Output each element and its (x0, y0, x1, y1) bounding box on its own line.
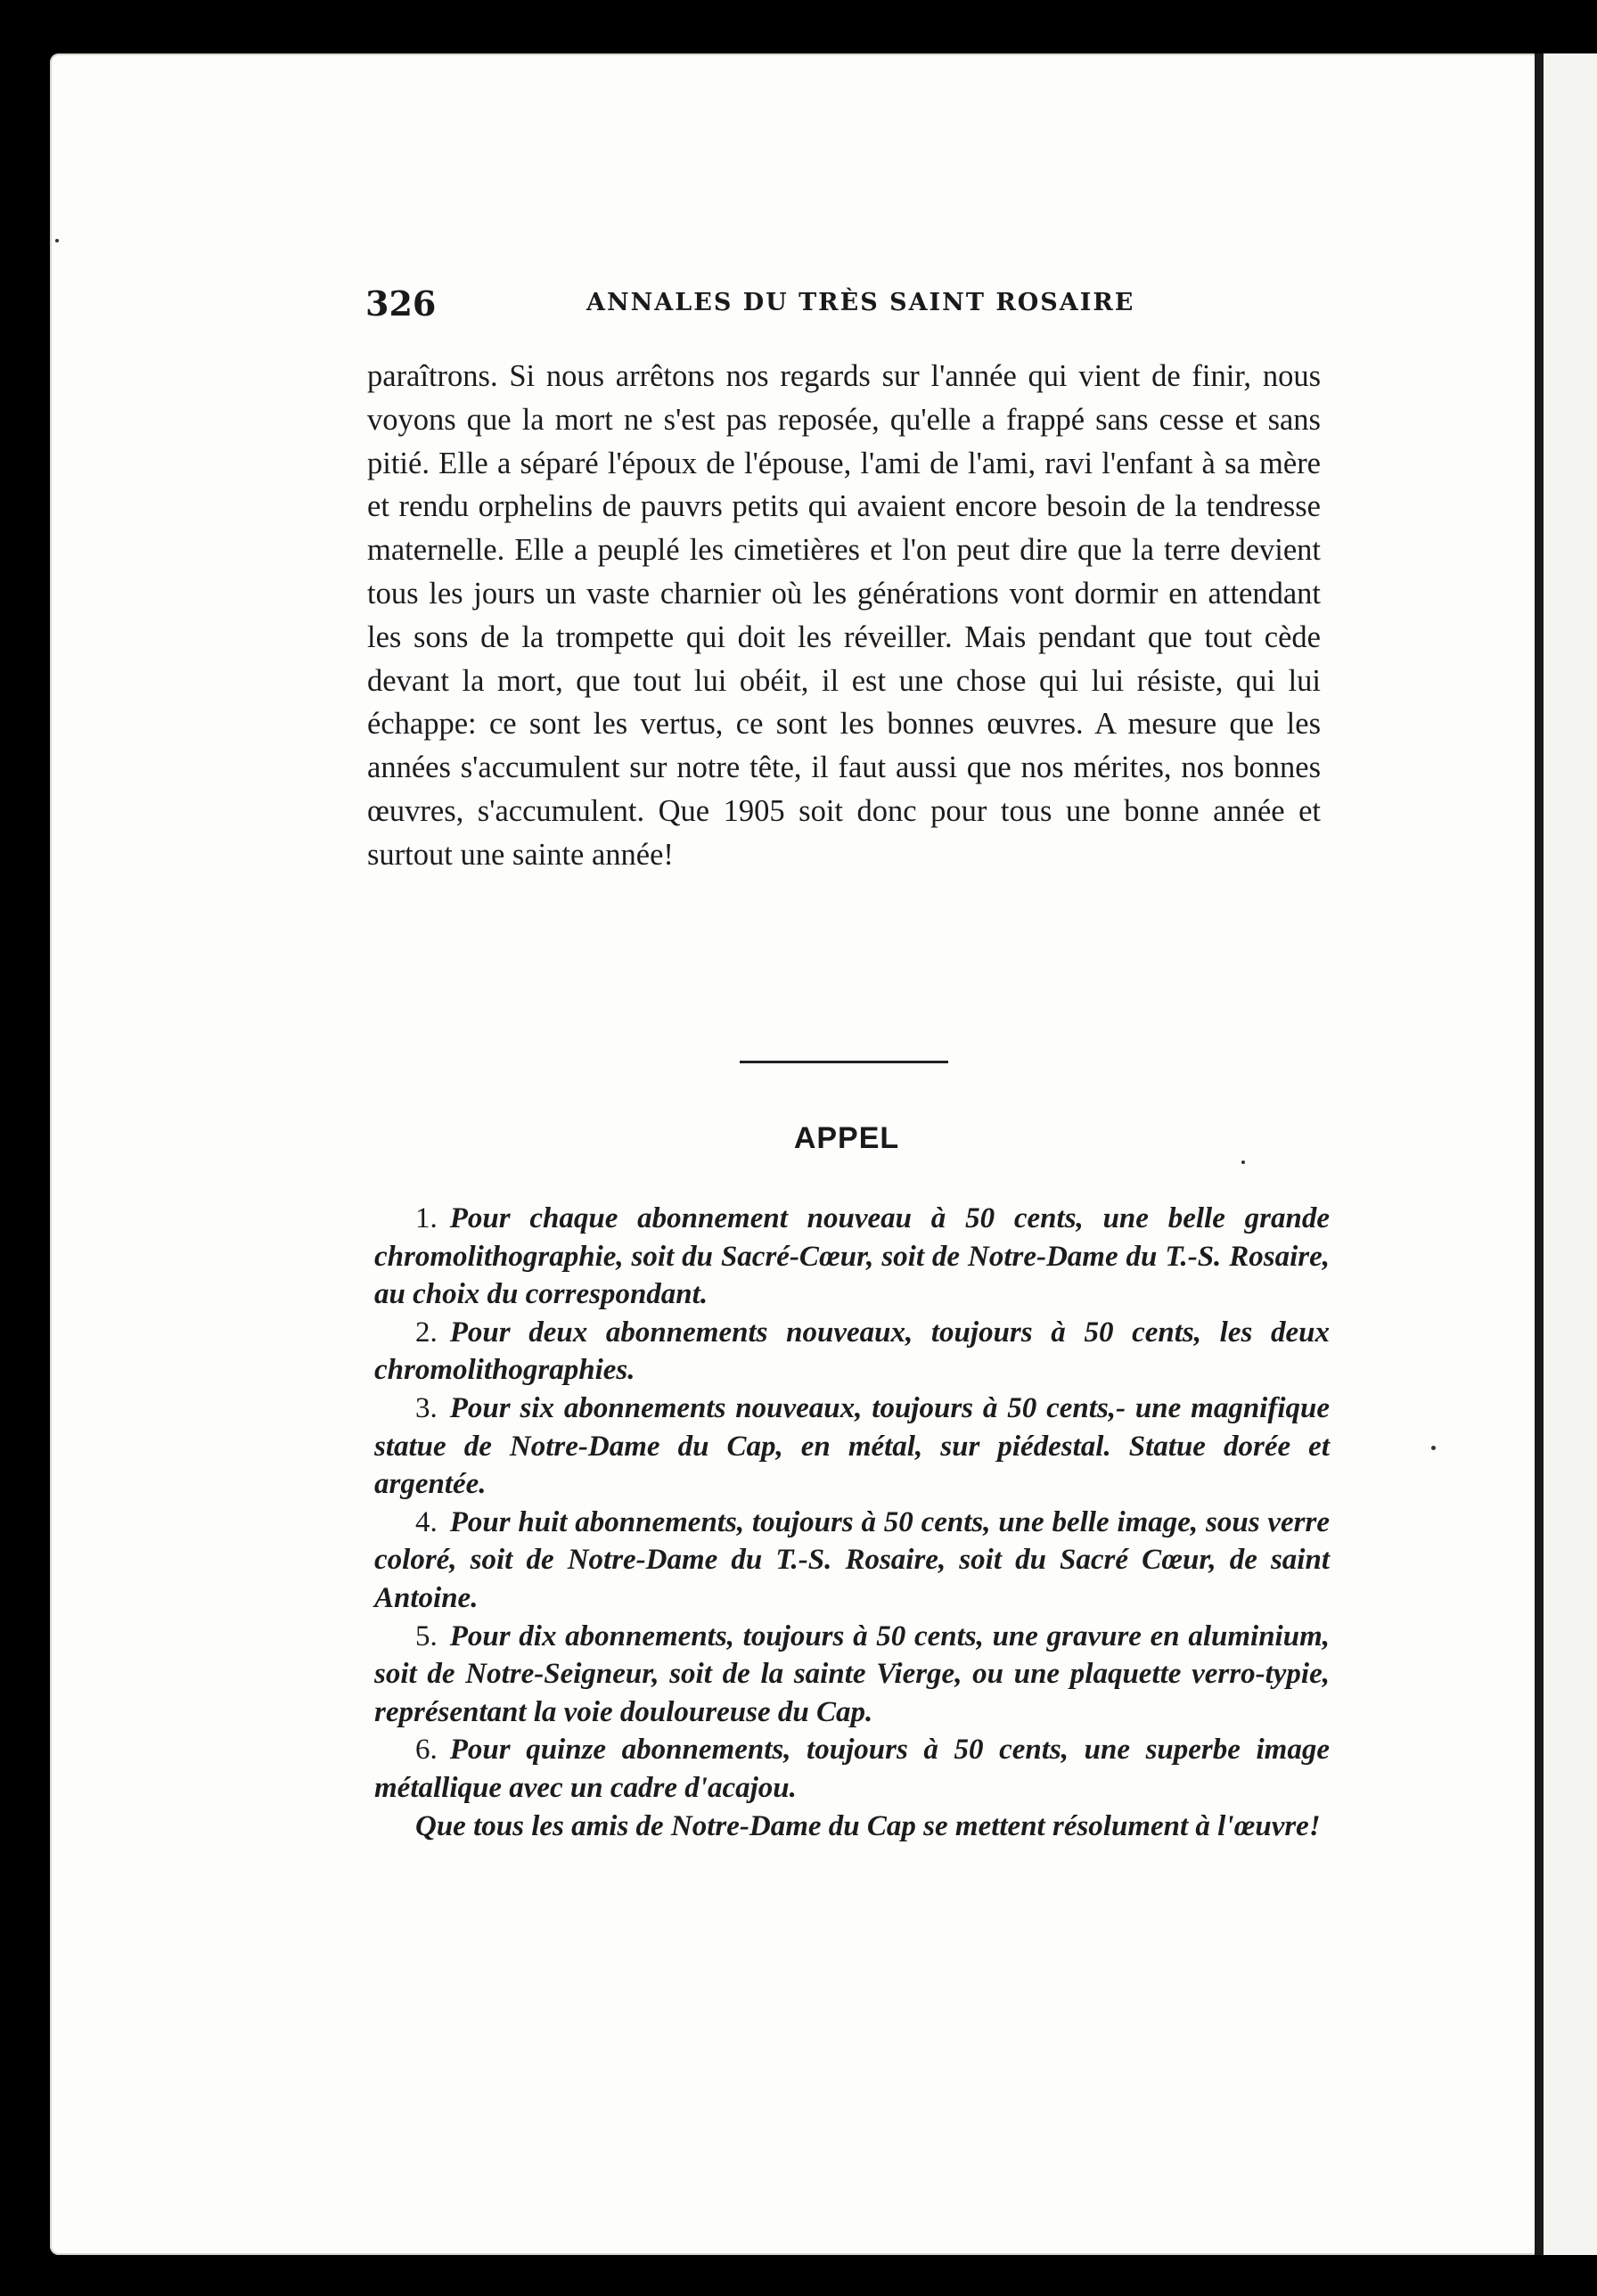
appel-item-text: Pour huit abonnements, toujours à 50 cents, une belle image, sous verre coloré, soit de Notre-Dame du T.-S. Rosaire, soit du Sacré Cœur, de saint Antoine. (374, 1505, 1330, 1614)
section-divider (740, 1061, 948, 1063)
scan-speck (1431, 1446, 1436, 1450)
appel-item-text: Pour deux abonnements nouveaux, toujours à 50 cents, les deux chromolithographies. (374, 1316, 1330, 1387)
appel-item-text: Pour dix abonnements, toujours à 50 cents, une gravure en aluminium, soit de Notre-Seigneur, soit de la sainte Vierge, ou une plaquette verro-typie, représentant la voie douloureuse du Cap. (374, 1620, 1330, 1728)
journal-title: ANNALES DU TRÈS SAINT ROSAIRE (586, 289, 1135, 316)
appel-list (374, 1200, 1330, 1845)
appel-item-5 (374, 1618, 1330, 1732)
appel-item-3 (374, 1390, 1330, 1504)
appel-item-number: 4. (415, 1505, 438, 1538)
appel-item-text: Pour chaque abonnement nouveau à 50 cents, une belle grande chromolithographie, soit du Sacré-Cœur, soit de Notre-Dame du T.-S. Rosaire, au choix du correspondant. (374, 1202, 1330, 1311)
appel-item-number: 6. (415, 1734, 438, 1767)
appel-item-4 (374, 1504, 1330, 1618)
facing-page-edge (1535, 53, 1597, 2255)
page-number: 326 (365, 283, 437, 324)
appel-item-number: 2. (415, 1316, 438, 1349)
appel-item-2 (374, 1314, 1330, 1390)
appel-closing: Que tous les amis de Notre-Dame du Cap se mettent résolument à l'œuvre! (415, 1809, 1321, 1842)
scan-speck (1241, 1160, 1245, 1164)
appel-item-text: Pour quinze abonnements, toujours à 50 cents, une superbe image métallique avec un cadre d'acajou. (374, 1734, 1330, 1804)
appel-item-text: Pour six abonnements nouveaux, toujours à 50 cents,- une magnifique statue de Notre-Dame du Cap, en métal, sur piédestal. Statue dorée et argentée. (374, 1391, 1330, 1501)
appel-item-number: 1. (415, 1202, 438, 1234)
appel-item-1 (374, 1200, 1330, 1314)
appel-item-6 (374, 1731, 1330, 1807)
scan-speck (55, 239, 59, 242)
appel-item-number: 5. (415, 1620, 438, 1652)
body-paragraph: paraîtrons. Si nous arrêtons nos regards sur l'année qui vient de finir, nous voyons que la mort ne s'est pas reposée, qu'elle a frappé sans cesse et sans pitié. Elle a séparé l'époux de l'épouse, l'ami de l'ami, ravi l'enfant à sa mère et rendu orphelins de pauvrs petits qui avaient encore besoin de la tendresse maternelle. Elle a peuplé les cimetières et l'on peut dire que la terre devient tous les jours un vaste charnier où les générations vont dormir en attendant les sons de la trompette qui doit les réveiller. Mais pendant que tout cède devant la mort, que tout lui obéit, il est une chose qui lui résiste, qui lui échappe: ce sont les vertus, ce sont les bonnes œuvres. A mesure que les années s'accumulent sur notre tête, il faut aussi que nos mérites, nos bonnes œuvres, s'accumulent. Que 1905 soit donc pour tous une bonne année et surtout une sainte année! (367, 359, 1321, 872)
appel-item-number: 3. (415, 1391, 438, 1424)
running-head (365, 283, 1167, 328)
appel-title: APPEL (793, 1121, 900, 1155)
